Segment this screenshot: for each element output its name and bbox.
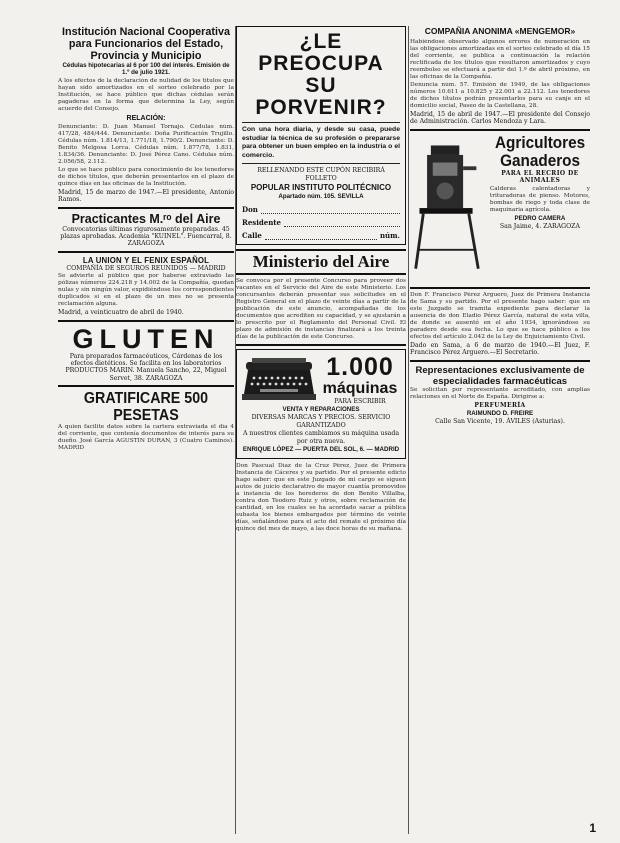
mengemor-body-2: Denuncia núm. 57. Emisión de 1949, de las obligaciones números 10.611 a 10.825 y 22.001 a 22.112. Los tenedores de dichos títulos podrán presentarlos para su canje en el domicilio social, Paseo de la Castellana, 28. <box>410 82 590 109</box>
lopez-body: A nuestros clientes cambiamos su máquina usada por otra nueva. <box>242 430 400 445</box>
divider <box>410 129 590 131</box>
coupon-field-don[interactable] <box>242 206 400 214</box>
divider <box>242 122 400 123</box>
politecnico-name: POPULAR INSTITUTO POLITÉCNICO <box>250 183 392 193</box>
column-left <box>58 26 234 834</box>
divider <box>58 251 234 253</box>
enrique-lopez: ENRIQUE LÓPEZ — PUERTA DEL SOL, 6. — MADRID <box>242 446 400 454</box>
juez-sama-body: Don F. Francisco Pérez Arguero, Juez de Primera Instancia de Sama y su partido. Por el presente hago saber: que en este Juzgado se tramita expediente para declarar la ausencia de don Eladio Pérez García, natural de esta villa, de donde se ausentó en el año 1934, ignorándose su paradero desde esa fecha. Lo que se hace público a los efectos del artículo 2.042 de la Ley de Enjuiciamiento Civil. <box>410 291 590 340</box>
maquinas-title: máquinas <box>322 379 398 397</box>
divider <box>410 360 590 362</box>
coupon-line: RELLENANDO ESTE CUPÓN RECIBIRÁ FOLLETO <box>257 167 385 182</box>
coupon-field-calle[interactable] <box>242 232 400 240</box>
field-line <box>261 207 400 214</box>
page-number: 1 <box>589 821 596 835</box>
juez-caceres-body: Don Pascual Díaz de la Cruz Pérez, Juez de Primera Instancia de Cáceres y su partido. Por el presente edicto hago saber: que en este Juzgado de mi cargo se siguen autos de juicio declarativo de mayor cuantía promovidos a instancia de los herederos de don Benito Villalba, contra don Teodoro Ruiz y otros, sobre reclamación de cantidad, en los cuales se ha acordado sacar a pública subasta los bienes embargados por término de veinte días, señalándose para el acto del remate el próximo día quince del mes de mayo, a las doce horas de su mañana. <box>236 463 406 533</box>
field-label: núm. <box>379 230 400 240</box>
divider <box>58 385 234 387</box>
agricultores-subtitle: PARA EL RECRIO DE ANIMALES <box>501 169 579 185</box>
agricultores-title: Agricultores Ganaderos <box>494 132 585 170</box>
gratificare-title: GRATIFICARE 500 PESETAS <box>83 390 209 425</box>
para-escribir: PARA ESCRIBIR <box>334 397 386 405</box>
preocupa-title: ¿LE PREOCUPA SU PORVENIR? <box>255 30 387 119</box>
juez-sama-signature: Dado en Sama, a 6 de marzo de 1940.—El Juez, F. Francisco Pérez Arguero.—El Secretario. <box>410 341 590 357</box>
apartado: Apartado núm. 105. SEVILLA <box>278 193 364 201</box>
maquinas-count: 1.000 <box>326 352 394 381</box>
perfumeria: PERFUMERÍA <box>474 401 526 409</box>
boiler-machine-icon <box>410 134 486 284</box>
institucion-subtitle: Cédulas hipotecarias al 6 por 100 del interés. Emisión de 1.º de julio 1921. <box>62 62 230 77</box>
diversas-marcas: DIVERSAS MARCAS Y PRECIOS. SERVICIO GARANTIZADO <box>251 414 391 429</box>
typewriter-icon <box>242 356 316 404</box>
field-line <box>265 233 377 240</box>
divider <box>410 287 590 289</box>
institucion-body: A los efectos de la declaración de nulidad de los títulos que hayan sido amortizados en el sorteo celebrado por la Institución, se hace público que dichas cédulas serán pagaderas en la forma que determina la Ley, según acuerdo del Consejo. <box>58 77 234 112</box>
gluten-body: Para preparados farmacéuticos, Cárdenas de los efectos dietéticos. Se facilita en los laboratorios PRODUCTOS MARIN. Manuela Sancho, 22, Miguel Servet, 38. ZARAGOZA <box>65 352 227 382</box>
practicantes-title: Practicantes M.ʳᵒ del Aire <box>71 211 221 226</box>
union-fenix-signature: Madrid, a veinticuatro de abril de 1940. <box>58 309 184 317</box>
relacion-body: Denunciante: D. Juan Manuel Tornajo. Cédulas núm. 417/28, 484/444. Denunciante: Doña Purificación Trujillo. Cédulas núm. 1.814/13, 1.771/18, 1.790/2. Denunciante: D. Benito Melgosa Lorca. Cédulas núm. 1.877/78, 1.831, 1.834/36. Denunciante: D. José Pérez Cano. Cédulas núm. 2.056/58, 2.112. <box>58 123 234 165</box>
column-middle <box>236 26 406 834</box>
field-line <box>284 220 400 227</box>
representaciones-body: Se solicitan por representante acreditado, con amplias relaciones en el Norte de España. Dirigirse a: <box>410 386 590 400</box>
preocupa-body: Con una hora diaria, y desde su casa, puede estudiar la técnica de su profesión o prepararse para obtener un buen empleo en la industria o el comercio. <box>242 126 400 159</box>
institucion-signature: Madrid, 15 de marzo de 1947.—El presidente, Antonio Ramos. <box>58 188 234 204</box>
agricultores-ad <box>410 134 590 284</box>
gluten-title: GLUTEN <box>72 323 220 354</box>
divider <box>58 320 234 322</box>
field-label: Don <box>242 204 258 214</box>
agricultores-name: PEDRO CAMERA <box>514 214 566 222</box>
union-fenix-title: LA UNION Y EL FENIX ESPAÑOL <box>82 255 210 265</box>
institucion-body-2: Lo que se hace público para conocimiento de los tenedores de dichos títulos, que deberán presentarlos en el plazo de quince días en las oficinas de la Institución. <box>58 166 234 187</box>
divider <box>242 163 400 164</box>
relacion-heading: RELACIÓN: <box>126 114 166 122</box>
politecnico-ad <box>236 26 406 245</box>
coupon <box>242 167 400 239</box>
divider <box>236 344 406 346</box>
representaciones-title: Representaciones exclusivamente de especialidades farmacéuticas <box>415 364 585 387</box>
union-fenix-subtitle: COMPAÑÍA DE SEGUROS REUNIDOS — MADRID <box>66 264 226 272</box>
institucion-title: Institución Nacional Cooperativa para Funcionarios del Estado, Provincia y Municipio <box>62 26 230 62</box>
agricultores-address: San Jaime, 4. ZARAGOZA <box>499 223 580 231</box>
ministerio-body: Se convoca por el presente Concurso para proveer dos vacantes en el Servicio del Aire de este Ministerio. Los concursantes deberán presentar sus solicitudes en el Registro General en el plazo de veinte días a partir de la publicación de este anuncio, acompañadas de los documentos que acrediten su capacidad, y se ajustarán a lo prescrito por el Reglamento del Personal Civil. El plazo de admisión de instancias finalizará a los treinta días de la publicación de este Concurso. <box>236 277 406 340</box>
column-divider <box>408 26 409 834</box>
field-label: Calle <box>242 230 262 240</box>
ministerio-title: Ministerio del Aire <box>236 249 406 275</box>
representaciones-address: Calle San Vicente, 19. ÁVILES (Asturias). <box>435 418 565 426</box>
divider <box>58 207 234 209</box>
mengemor-body: Habiéndose observado algunos errores de numeración en las obligaciones amortizadas en el sorteo celebrado el día 15 del corriente, se publica a continuación la relación rectificada de los títulos que resultaron amortizados y cuyo reembolso se efectuará a partir del 1.º de abril próximo, en las oficinas de la Compañía. <box>410 39 590 80</box>
maquinas-ad <box>236 349 406 460</box>
field-label: Residente <box>242 217 281 227</box>
column-right <box>410 26 590 834</box>
agricultores-body: Calderas calentadoras y trituradoras de pienso. Motores, bombas de riego y toda clase de maquinaria agrícola. <box>489 185 590 213</box>
practicantes-body: Convocatorias últimas rigurosamente preparadas. 45 plazas aprobadas. Academia "KUINEL". Fuencarral, 8. ZARAGOZA <box>60 225 232 248</box>
gratificare-body: A quien facilite datos sobre la cartera extraviada el día 4 del corriente, que contenía documentos de interés para su dueño. José García AGUSTIN DURAN, 3 (Cuatro Caminos). MADRID <box>58 424 234 452</box>
coupon-field-residente[interactable] <box>242 219 400 227</box>
mengemor-signature: Madrid, 15 de abril de 1947.—El presidente del Consejo de Administración. Carlos Mendoza y Lara. <box>410 111 590 126</box>
union-fenix-body: Se advierte al público que por haberse extraviado las pólizas números 224.218 y 14.002 de la Compañía, quedan nulas y sin ningún valor, expidiéndose los correspondientes duplicados si en el plazo de un mes no se presenta reclamación alguna. <box>58 273 234 308</box>
mengemor-title: COMPAÑIA ANONIMA «MENGEMOR» <box>424 26 576 36</box>
venta-reparaciones: VENTA Y REPARACIONES <box>282 406 360 413</box>
representaciones-name: RAIMUNDO D. FREIRE <box>466 410 534 418</box>
